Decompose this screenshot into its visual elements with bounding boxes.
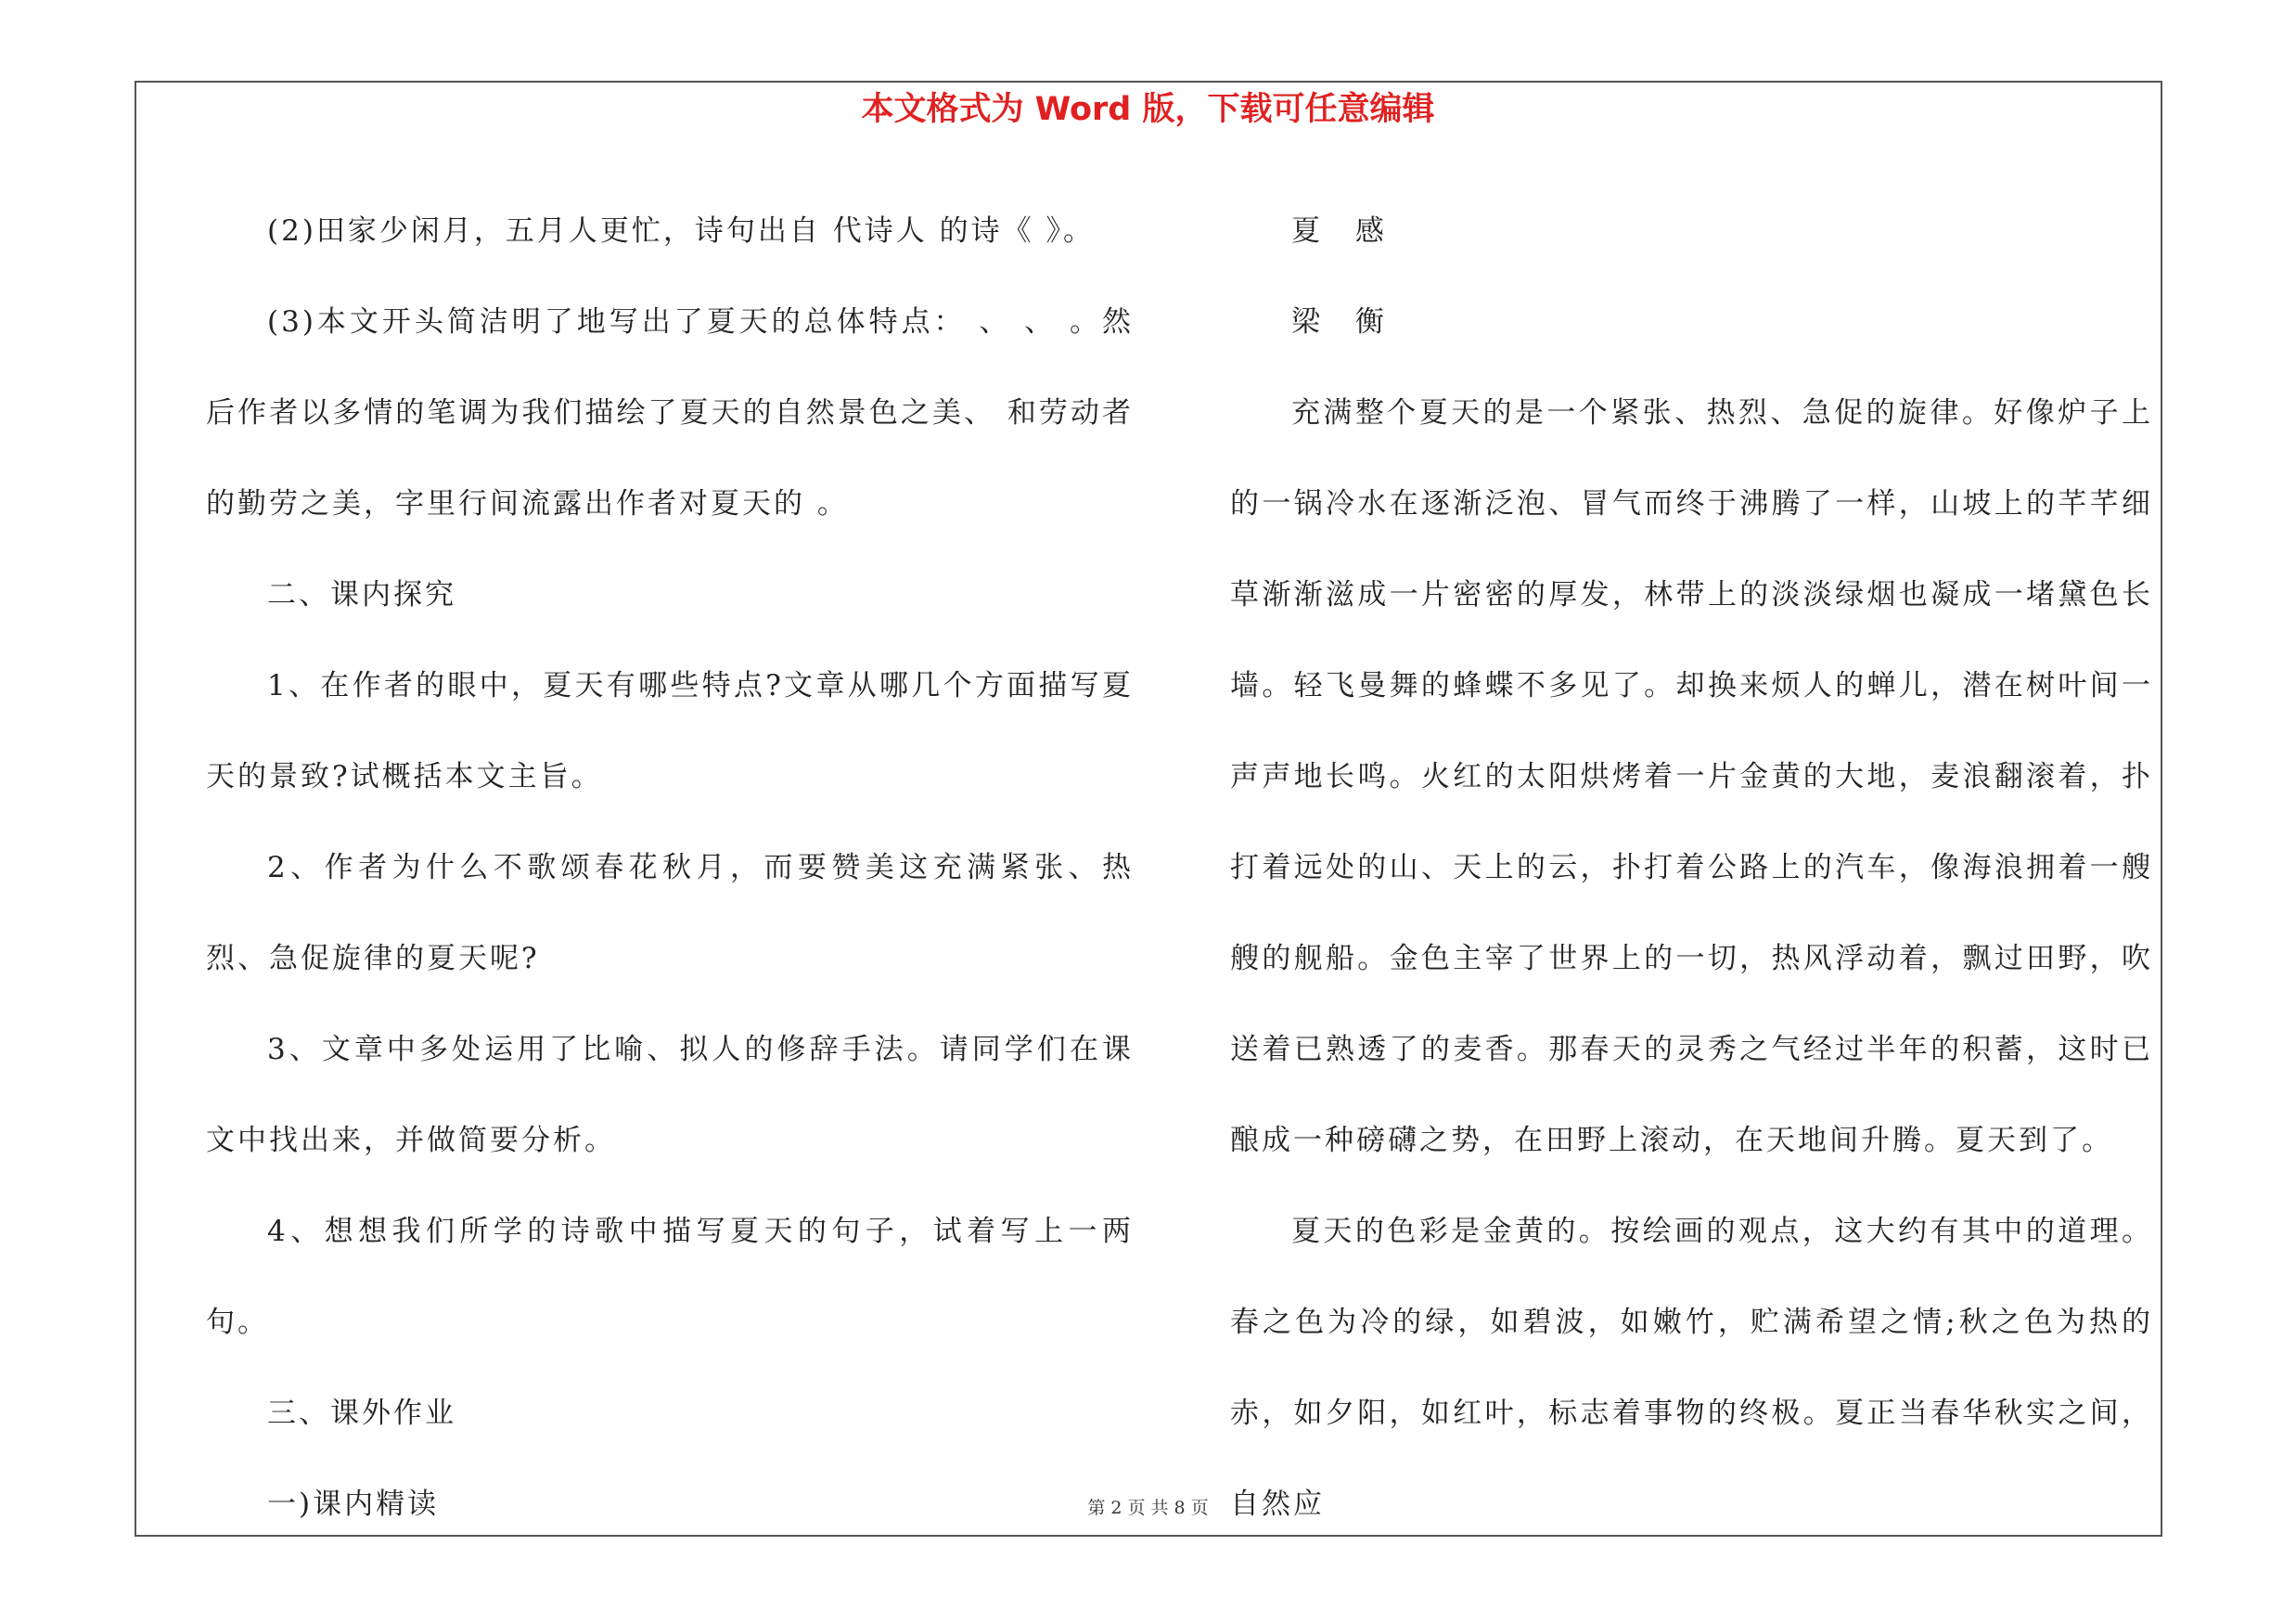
left-column bbox=[206, 186, 1134, 1550]
essay-paragraph: 充满整个夏天的是一个紧张、热烈、急促的旋律。好像炉子上的一锅冷水在逐渐泛泡、冒气而终于沸腾了一样，山坡上的芊芊细草渐渐滋成一片密密的厚发，林带上的淡淡绿烟也凝成一堵黛色长墙。轻飞曼舞的蜂蝶不多见了。却换来烦人的蝉儿，潜在树叶间一声声地长鸣。火红的太阳烘烤着一片金黄的大地，麦浪翻滚着，扑打着远处的山、天上的云，扑打着公路上的汽车，像海浪拥着一艘艘的舰船。金色主宰了世界上的一切，热风浮动着，飘过田野，吹送着已熟透了的麦香。那春天的灵秀之气经过半年的积蓄，这时已酿成一种磅礴之势，在田野上滚动，在天地间升腾。夏天到了。 bbox=[1230, 396, 2153, 1157]
inquiry-question-3: 3、文章中多处运用了比喻、拟人的修辞手法。请同学们在课文中找出来，并做简要分析。 bbox=[206, 1033, 1134, 1157]
page-number: 第 2 页 共 8 页 bbox=[1087, 1498, 1209, 1518]
inquiry-question-4: 4、想想我们所学的诗歌中描写夏天的句子，试着写上一两句。 bbox=[206, 1215, 1134, 1339]
essay-paragraph: 夏天的色彩是金黄的。按绘画的观点，这大约有其中的道理。春之色为冷的绿，如碧波，如嫩竹，贮满希望之情;秋之色为热的赤，如夕阳，如红叶，标志着事物的终极。夏正当春华秋实之间，自然应 bbox=[1230, 1215, 2153, 1521]
inquiry-question-1: 1、在作者的眼中，夏天有哪些特点?文章从哪几个方面描写夏天的景致?试概括本文主旨。 bbox=[206, 669, 1134, 793]
format-banner: 本文格式为 Word 版，下载可任意编辑 bbox=[861, 91, 1435, 128]
essay-author: 梁 衡 bbox=[1291, 305, 1397, 339]
section-heading-in-class-inquiry: 二、课内探究 bbox=[267, 578, 456, 612]
section-heading-homework: 三、课外作业 bbox=[267, 1397, 456, 1430]
question-2-fill-blank: (2)田家少闲月，五月人更忙，诗句出自 代诗人 的诗《 》。 bbox=[267, 214, 1095, 248]
subsection-heading-close-reading: 一)课内精读 bbox=[267, 1488, 440, 1521]
inquiry-question-2: 2、作者为什么不歌颂春花秋月，而要赞美这充满紧张、热烈、急促旋律的夏天呢? bbox=[206, 851, 1134, 975]
essay-title: 夏 感 bbox=[1291, 214, 1397, 248]
question-3-fill-blank: (3)本文开头简洁明了地写出了夏天的总体特点： 、 、 。然后作者以多情的笔调为我们描绘了夏天的自然景色之美、 和劳动者的勤劳之美，字里行间流露出作者对夏天的 。 bbox=[206, 305, 1134, 521]
right-column bbox=[1230, 186, 2153, 1550]
